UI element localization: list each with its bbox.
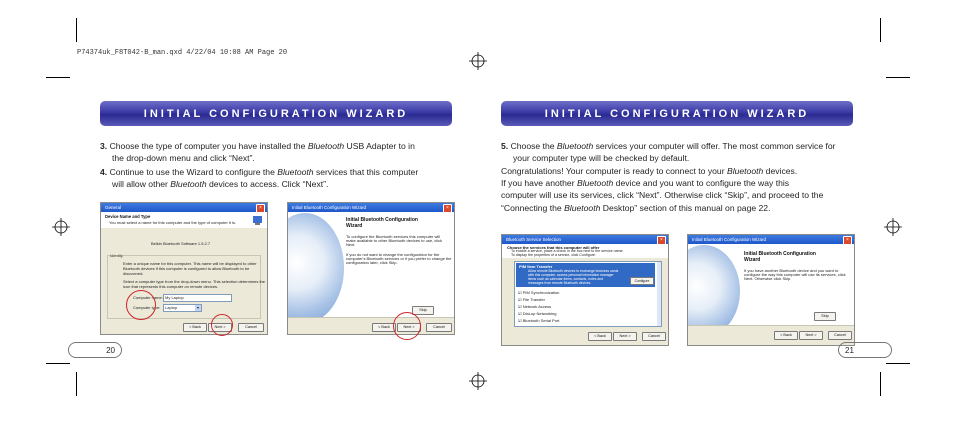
step-4-text: 4. Continue to use the Wizard to configure the Bluetooth services that this computer will allow other Bluetooth devices to access. Click “Next”. — [100, 167, 419, 190]
window-titlebar — [101, 203, 267, 212]
skip-button[interactable]: Skip — [412, 306, 434, 315]
chevron-down-icon[interactable]: ▾ — [196, 305, 199, 310]
identity-label: Identity — [110, 253, 123, 258]
close-icon[interactable]: × — [657, 236, 666, 245]
close-icon[interactable]: × — [256, 204, 265, 213]
computer-name-input[interactable]: My Laptop — [163, 294, 232, 302]
crop-mark — [46, 77, 70, 78]
computer-type-label: Computer type: — [133, 305, 161, 310]
globe-graphic — [287, 213, 344, 323]
left-section-banner: INITIAL CONFIGURATION WIZARD — [100, 101, 452, 126]
computer-type-select[interactable]: Laptop ▾ — [163, 304, 202, 312]
crop-mark — [886, 363, 910, 364]
window-title: General — [105, 205, 122, 210]
selected-service-desc-3: items such as calendar items, contacts, notes and — [528, 277, 604, 281]
wizard-heading-2: Wizard — [744, 257, 761, 263]
window-titlebar — [688, 235, 854, 244]
service-item[interactable]: ☑ Bluetooth Serial Port — [518, 318, 560, 323]
type-desc-1: Select a computer type from the drop-down menu. This selection determines the — [123, 279, 265, 284]
wizard-body-1: To configure the Bluetooth services this computer will — [346, 234, 441, 239]
globe-graphic — [687, 245, 740, 337]
step-3-text: 3. Choose the type of computer you have installed the Bluetooth USB Adapter to in the drop-down menu and click “Next”. — [100, 141, 415, 164]
selected-service-name: PIM Item Transfer — [519, 264, 553, 269]
step-5-text: 5. Choose the Bluetooth services your computer will offer. The most common service for your computer type will be checked by default. — [501, 141, 836, 164]
page-number-left: 20 — [68, 342, 122, 358]
cancel-button[interactable]: Cancel — [426, 323, 452, 332]
registration-mark-icon — [884, 218, 902, 236]
wizard-body-2: configure the way this computer will use its services, click — [744, 272, 846, 277]
service-item[interactable]: ☑ Dial-up Networking — [518, 311, 557, 316]
registration-mark-icon — [469, 52, 487, 70]
service-list[interactable] — [514, 261, 662, 327]
next-button[interactable]: Next > — [397, 323, 421, 332]
wizard-header — [101, 212, 267, 228]
wizard-body-5: computer's Bluetooth services or if you prefer to change the — [346, 256, 452, 261]
selected-service-row[interactable] — [516, 263, 655, 287]
screenshot-config-wizard-finish — [687, 234, 855, 346]
wizard-body-3: Next. — [346, 242, 356, 247]
skip-button[interactable]: Skip — [814, 312, 836, 321]
close-icon[interactable]: × — [443, 204, 452, 213]
wizard-heading-1: Initial Bluetooth Configuration — [744, 251, 816, 257]
wizard-body-6: configuration later, click Skip. — [346, 260, 398, 265]
close-icon[interactable]: × — [843, 236, 852, 245]
crop-mark — [76, 372, 77, 396]
type-desc-2: icon that represents this computer on remote devices. — [123, 284, 219, 289]
bluetooth-computer-icon — [252, 214, 264, 226]
list-scrollbar[interactable] — [657, 262, 661, 326]
window-titlebar — [288, 203, 454, 212]
computer-name-label: Computer name: — [133, 295, 163, 300]
wizard-body-1: If you have another Bluetooth device and you want to — [744, 268, 839, 273]
next-button[interactable]: Next > — [799, 331, 823, 340]
crop-mark — [880, 18, 881, 42]
cancel-button[interactable]: Cancel — [238, 323, 264, 332]
selected-service-desc-1: Allow remote Bluetooth devices to exchange business cards — [528, 269, 619, 273]
selected-service-desc-2: with this computer, access personal information manager — [528, 273, 614, 277]
window-titlebar — [502, 235, 668, 244]
cancel-button[interactable]: Cancel — [642, 332, 666, 341]
wizard-header — [502, 244, 668, 258]
right-section-banner: INITIAL CONFIGURATION WIZARD — [501, 101, 853, 126]
back-button[interactable]: < Back — [774, 331, 798, 340]
wizard-body-4: If you do not want to change the configuration for the — [346, 252, 440, 257]
wizard-body-2: make available to other Bluetooth devices to use, click — [346, 238, 443, 243]
wizard-heading: Device Name and Type — [105, 214, 151, 219]
next-button[interactable]: Next > — [613, 332, 637, 341]
service-item[interactable]: ☑ Network Access — [518, 304, 552, 309]
crop-mark — [886, 77, 910, 78]
back-button[interactable]: < Back — [372, 323, 396, 332]
back-button[interactable]: < Back — [183, 323, 207, 332]
identity-desc-2: Bluetooth devices if this computer is configured to allow Bluetooth to be discovered. — [123, 266, 250, 276]
wizard-sub-1: To enable a service, place a check in the box next to the service name. — [511, 249, 624, 253]
identity-desc-1: Enter a unique name for this computer. This name will be displayed to other — [123, 261, 257, 266]
wizard-body-3: Next. Otherwise click Skip. — [744, 276, 792, 281]
screenshot-config-wizard-welcome — [287, 202, 455, 335]
screenshot-device-name-type — [100, 202, 268, 335]
highlight-circle-computer-type — [126, 290, 156, 320]
crop-mark — [880, 372, 881, 396]
back-button[interactable]: < Back — [588, 332, 612, 341]
selected-service-desc-4: messages from remote Bluetooth devices. — [528, 281, 592, 285]
configure-button[interactable]: Configure — [630, 277, 654, 285]
wizard-sub-2: To display the properties of a service, click Configure. — [511, 253, 596, 257]
window-title: Initial Bluetooth Configuration Wizard — [692, 237, 767, 242]
service-item[interactable]: ☑ File Transfer — [518, 297, 545, 302]
file-slug: P74374uk_F8T042-B_man.qxd 4/22/04 10:08 AM Page 20 — [77, 49, 288, 57]
wizard-subheading: You must select a name for this computer and the type of computer it is. — [109, 220, 237, 225]
registration-mark-icon — [52, 218, 70, 236]
crop-mark — [76, 18, 77, 42]
software-version: Belkin Bluetooth Software 1.5.2.7 — [151, 241, 211, 246]
window-title: Bluetooth Service Selection — [506, 237, 562, 242]
cancel-button[interactable]: Cancel — [828, 331, 852, 340]
highlight-circle-next — [211, 314, 233, 336]
wizard-heading-2: Wizard — [346, 223, 363, 229]
highlight-circle-next — [393, 312, 421, 340]
wizard-heading: Choose the services that this computer will offer — [507, 245, 600, 250]
page-number-right: 21 — [838, 342, 892, 358]
wizard-heading-1: Initial Bluetooth Configuration — [346, 217, 418, 223]
next-button[interactable]: Next > — [208, 323, 232, 332]
crop-mark — [46, 363, 70, 364]
service-item[interactable]: ☑ PIM Synchronization — [518, 290, 560, 295]
screenshot-service-selection — [501, 234, 669, 346]
registration-mark-icon — [469, 372, 487, 390]
window-title: Initial Bluetooth Configuration Wizard — [292, 205, 367, 210]
congratulations-text: Congratulations! Your computer is ready to connect to your Bluetooth devices. If you have another Bluetooth device and you want to configure the way this computer will use its services, click “Next”. Otherwise click “Skip”, and proceed to the “Connecting the Bluetooth Desktop” section of this manual on page 22. — [501, 166, 824, 213]
